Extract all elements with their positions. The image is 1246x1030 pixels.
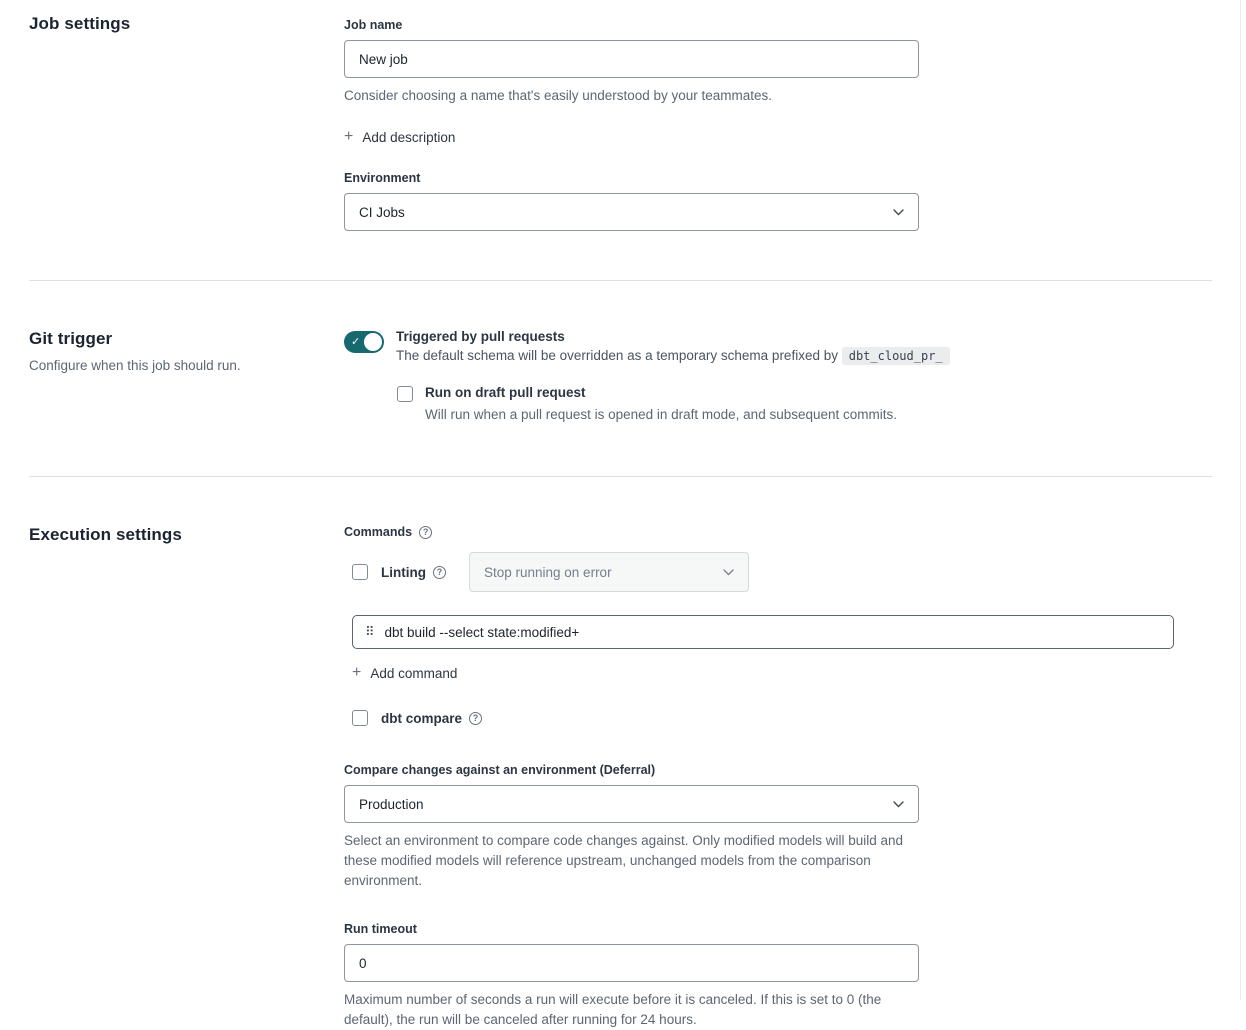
environment-label: Environment bbox=[344, 171, 421, 185]
deferral-helper: Select an environment to compare code changes against. Only modified models will build and these modified models will reference upstream, unchanged models from the comparison environment. bbox=[344, 833, 904, 888]
add-command-label: Add command bbox=[370, 665, 458, 681]
pr-toggle-label: Triggered by pull requests bbox=[396, 329, 565, 344]
drag-handle-icon[interactable]: ⠿ bbox=[365, 624, 375, 640]
command-row[interactable] bbox=[352, 615, 1174, 649]
linting-mode-value: Stop running on error bbox=[483, 564, 612, 580]
viewport-right-edge bbox=[1240, 0, 1241, 1000]
run-on-draft-checkbox[interactable] bbox=[397, 386, 413, 402]
dbt-compare-label: dbt compare bbox=[381, 710, 463, 726]
linting-checkbox[interactable] bbox=[352, 564, 368, 580]
dbt-compare-help-icon[interactable]: ? bbox=[469, 712, 482, 725]
run-on-draft-helper: Will run when a pull request is opened in draft mode, and subsequent commits. bbox=[425, 407, 898, 422]
environment-value: CI Jobs bbox=[359, 204, 405, 220]
commands-label: Commands bbox=[344, 525, 413, 539]
run-on-draft-label: Run on draft pull request bbox=[425, 385, 586, 400]
add-description-button[interactable] bbox=[344, 129, 1246, 145]
job-name-label: Job name bbox=[344, 18, 403, 32]
deferral-select[interactable] bbox=[344, 785, 919, 823]
chevron-down-icon bbox=[893, 209, 904, 216]
command-text[interactable]: dbt build --select state:modified+ bbox=[384, 624, 580, 640]
job-settings-heading: Job settings bbox=[29, 14, 131, 33]
check-icon: ✓ bbox=[351, 336, 361, 348]
plus-icon: + bbox=[344, 128, 354, 145]
add-description-label: Add description bbox=[362, 129, 456, 145]
add-command-button[interactable] bbox=[352, 665, 1246, 681]
execution-settings-heading: Execution settings bbox=[29, 525, 182, 544]
pr-toggle-description: The default schema will be overridden as a temporary schema prefixed by bbox=[396, 348, 838, 363]
run-timeout-input[interactable] bbox=[344, 944, 919, 982]
execution-settings-section bbox=[0, 477, 1246, 1030]
plus-icon: + bbox=[352, 664, 362, 681]
linting-label: Linting bbox=[381, 564, 426, 580]
toggle-knob bbox=[364, 333, 382, 351]
job-settings-section bbox=[0, 0, 1246, 231]
run-timeout-label: Run timeout bbox=[344, 922, 417, 936]
linting-mode-select bbox=[469, 552, 749, 592]
pr-trigger-toggle[interactable] bbox=[344, 331, 384, 353]
git-trigger-heading: Git trigger bbox=[29, 329, 113, 348]
job-name-helper: Consider choosing a name that's easily understood by your teammates. bbox=[344, 88, 773, 103]
dbt-compare-checkbox[interactable] bbox=[352, 710, 368, 726]
deferral-label: Compare changes against an environment (Deferral) bbox=[344, 763, 656, 777]
git-trigger-section bbox=[0, 281, 1246, 425]
run-timeout-helper: Maximum number of seconds a run will execute before it is canceled. If this is set to 0 (the default), the run will be canceled after running for 24 hours. bbox=[344, 992, 882, 1027]
deferral-value: Production bbox=[359, 796, 424, 812]
chevron-down-icon bbox=[893, 801, 904, 808]
git-trigger-subtitle: Configure when this job should run. bbox=[29, 358, 241, 373]
schema-prefix-code: dbt_cloud_pr_ bbox=[842, 347, 950, 365]
environment-select[interactable] bbox=[344, 193, 919, 231]
commands-help-icon[interactable]: ? bbox=[419, 526, 432, 539]
linting-help-icon[interactable]: ? bbox=[433, 566, 446, 579]
job-name-input[interactable] bbox=[344, 40, 919, 78]
chevron-down-icon bbox=[723, 569, 734, 576]
